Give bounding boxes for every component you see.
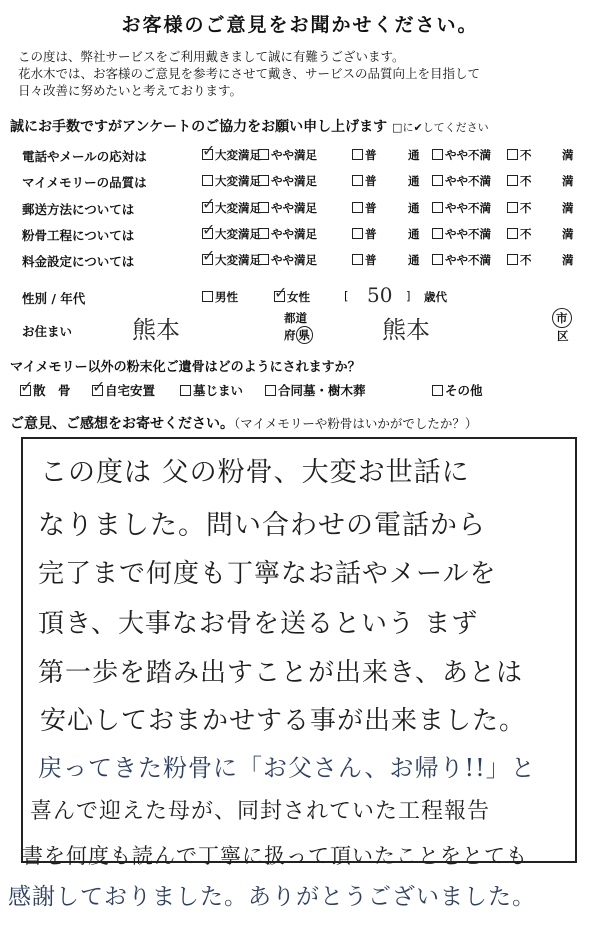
rating-option-label: 大変満足 [215, 227, 261, 241]
rating-option-label: 普 [365, 148, 377, 162]
question-label: 料金設定については [22, 254, 135, 269]
checkbox[interactable] [507, 254, 518, 265]
profile-label: 性別 / 年代 [22, 291, 86, 306]
gender-male-option[interactable]: 男性 [202, 289, 238, 305]
rating-option[interactable] [258, 173, 317, 189]
rating-option-label: 普 [365, 174, 377, 188]
comment-line: 第一歩を踏み出すことが出来き、あとは [38, 658, 523, 688]
checkbox[interactable] [352, 175, 363, 186]
rating-option-label: 普 [365, 201, 377, 215]
intro-line: 花水木では、お客様のご意見を参考にさせて戴き、サービスの品質向上を目指して [18, 66, 481, 81]
rating-option-label: 通 [408, 174, 420, 188]
rating-option[interactable] [352, 226, 377, 242]
rating-option-label: 不 [520, 253, 532, 267]
rating-option[interactable] [258, 147, 317, 163]
comment-line: 感謝しておりました。ありがとうございました。 [8, 884, 536, 910]
intro-line: この度は、弊社サービスをご利用戴きまして誠に有難うございます。 [18, 49, 405, 64]
rating-option[interactable] [202, 147, 261, 163]
rating-option-text [408, 226, 420, 242]
comment-line: この度は 父の粉骨、大変お世話に [40, 457, 470, 488]
comment-line: なりました。問い合わせの電話から [38, 510, 486, 541]
rating-option-label: 不 [520, 148, 532, 162]
rating-option-text [562, 173, 574, 189]
checkbox[interactable] [507, 149, 518, 160]
rating-option[interactable] [352, 252, 377, 268]
rating-option-text [408, 200, 420, 216]
rating-option-label: やや不満 [445, 148, 491, 162]
survey-request [10, 116, 489, 136]
residence-city-value[interactable]: 熊本 [132, 316, 180, 344]
page-title: お客様のご意見をお聞かせください。 [121, 14, 479, 36]
city-mark-circled: 市 [552, 308, 572, 328]
rating-option[interactable] [432, 147, 491, 163]
checkbox[interactable] [202, 175, 213, 186]
checkbox[interactable] [432, 202, 443, 213]
rating-option-label: やや不満 [445, 253, 491, 267]
comment-line: 戻ってきた粉骨に「お父さん、お帰り!!」と [38, 754, 536, 782]
checkbox[interactable] [432, 149, 443, 160]
rating-option-text [408, 252, 420, 268]
rating-option[interactable] [202, 226, 261, 242]
rating-option-label: 不 [520, 174, 532, 188]
rating-option[interactable] [507, 173, 532, 189]
rating-option-label: 大変満足 [215, 174, 261, 188]
comment-line: 安心しておまかせする事が出来ました。 [40, 706, 527, 736]
residence-prefecture-value[interactable]: 熊本 [382, 316, 430, 344]
rating-option-text [562, 200, 574, 216]
rating-option-label: 満 [562, 148, 574, 162]
rating-option[interactable] [352, 200, 377, 216]
other-powder-question: マイメモリー以外の粉末化ご遺骨はどのようにされますか？ [10, 360, 361, 375]
question-label: 電話やメールの応対は [22, 149, 147, 164]
survey-request-note: □に✔してください [392, 121, 489, 134]
ward-mark: 区 [557, 329, 569, 343]
checkbox-checked[interactable] [202, 149, 213, 160]
comment-line: 頂き、大事なお骨を送るという まず [38, 609, 479, 639]
question-label: マイメモリーの品質は [22, 175, 147, 190]
rating-option-label: やや満足 [271, 253, 317, 267]
rating-option[interactable] [432, 173, 491, 189]
rating-option-label: 通 [408, 148, 420, 162]
checkbox[interactable] [258, 175, 269, 186]
checkbox[interactable] [202, 291, 213, 302]
rating-option[interactable] [507, 226, 532, 242]
rating-option-text [562, 252, 574, 268]
rating-option[interactable] [432, 226, 491, 242]
rating-option-label: やや不満 [445, 201, 491, 215]
rating-option[interactable] [202, 200, 261, 216]
rating-option-label: 満 [562, 253, 574, 267]
checkbox-checked[interactable] [202, 202, 213, 213]
rating-option-label: 満 [562, 227, 574, 241]
rating-option[interactable] [202, 173, 261, 189]
option-scatter[interactable]: ✓散 骨 [20, 381, 71, 399]
pref-circled: 県 [296, 326, 314, 344]
comment-heading: ご意見、ご感想をお寄せください。（マイメモリーや粉骨はいかがでしたか？） [10, 416, 478, 432]
checkbox[interactable] [352, 202, 363, 213]
checkbox[interactable] [258, 228, 269, 239]
pref-top-label: 都道 [284, 311, 307, 325]
rating-option-label: やや不満 [445, 227, 491, 241]
pref-bottom-label: 府 県 [284, 326, 313, 344]
age-bracket-open: [ [344, 289, 349, 303]
age-value[interactable]: 50 [367, 283, 393, 307]
comment-line: 完了まで何度も丁寧なお話やメールを [38, 559, 497, 589]
rating-option[interactable] [258, 252, 317, 268]
checkbox-checked[interactable] [202, 228, 213, 239]
rating-option-label: 満 [562, 174, 574, 188]
option-grave-closure[interactable]: 墓じまい [180, 381, 243, 399]
rating-option-label: 不 [520, 227, 532, 241]
rating-option-text [562, 147, 574, 163]
checkbox[interactable] [258, 202, 269, 213]
rating-option[interactable] [202, 252, 261, 268]
rating-option-label: 普 [365, 253, 377, 267]
rating-option-label: やや満足 [271, 148, 317, 162]
rating-option[interactable] [352, 147, 377, 163]
rating-option[interactable] [507, 252, 532, 268]
rating-option-text [562, 226, 574, 242]
age-bracket-close: ] [406, 289, 411, 303]
rating-option-label: 不 [520, 201, 532, 215]
rating-option-label: やや満足 [271, 174, 317, 188]
option-joint-grave[interactable]: 合同墓・樹木葬 [265, 381, 366, 399]
comment-line: 喜んで迎えた母が、同封されていた工程報告 [30, 799, 491, 824]
checkbox-checked[interactable] [274, 291, 285, 302]
comment-line: 書を何度も読んで丁寧に扱って頂いたことをとても [22, 844, 528, 868]
rating-option-label: 通 [408, 227, 420, 241]
checkbox[interactable] [507, 202, 518, 213]
checkbox[interactable] [432, 175, 443, 186]
rating-option[interactable] [507, 147, 532, 163]
age-suffix: 歳代 [424, 290, 447, 304]
intro-line: 日々改善に努めたいと考えております。 [18, 83, 243, 98]
question-label: 粉骨工程については [22, 228, 135, 243]
checkbox[interactable] [507, 228, 518, 239]
checkbox[interactable] [352, 149, 363, 160]
rating-option[interactable] [258, 200, 317, 216]
gender-female-option[interactable]: ✓ 女性 [274, 289, 310, 305]
residence-label: お住まい [22, 324, 73, 339]
checkbox[interactable] [352, 254, 363, 265]
option-other[interactable]: その他 [432, 381, 483, 399]
rating-option-label: 通 [408, 253, 420, 267]
rating-option[interactable] [432, 200, 491, 216]
checkbox[interactable] [258, 254, 269, 265]
rating-option[interactable] [258, 226, 317, 242]
rating-option[interactable] [432, 252, 491, 268]
rating-option[interactable] [507, 200, 532, 216]
rating-option-label: 大変満足 [215, 148, 261, 162]
question-label: 郵送方法については [22, 202, 135, 217]
checkbox-checked[interactable] [202, 254, 213, 265]
checkbox[interactable] [352, 228, 363, 239]
rating-option-label: 満 [562, 201, 574, 215]
rating-option-label: 通 [408, 201, 420, 215]
checkbox[interactable] [432, 228, 443, 239]
checkbox[interactable] [507, 175, 518, 186]
rating-option-label: 大変満足 [215, 253, 261, 267]
rating-option-label: やや満足 [271, 201, 317, 215]
rating-option[interactable] [352, 173, 377, 189]
rating-option-label: 普 [365, 227, 377, 241]
intro-text [18, 48, 480, 99]
option-home[interactable]: ✓ 自宅安置 [92, 381, 155, 399]
survey-request-text: 誠にお手数ですがアンケートのご協力をお願い申し上げます [10, 119, 388, 135]
rating-option-label: やや満足 [271, 227, 317, 241]
checkbox[interactable] [432, 254, 443, 265]
rating-option-label: やや不満 [445, 174, 491, 188]
rating-option-text [408, 147, 420, 163]
checkbox[interactable] [258, 149, 269, 160]
rating-option-text [408, 173, 420, 189]
rating-option-label: 大変満足 [215, 201, 261, 215]
